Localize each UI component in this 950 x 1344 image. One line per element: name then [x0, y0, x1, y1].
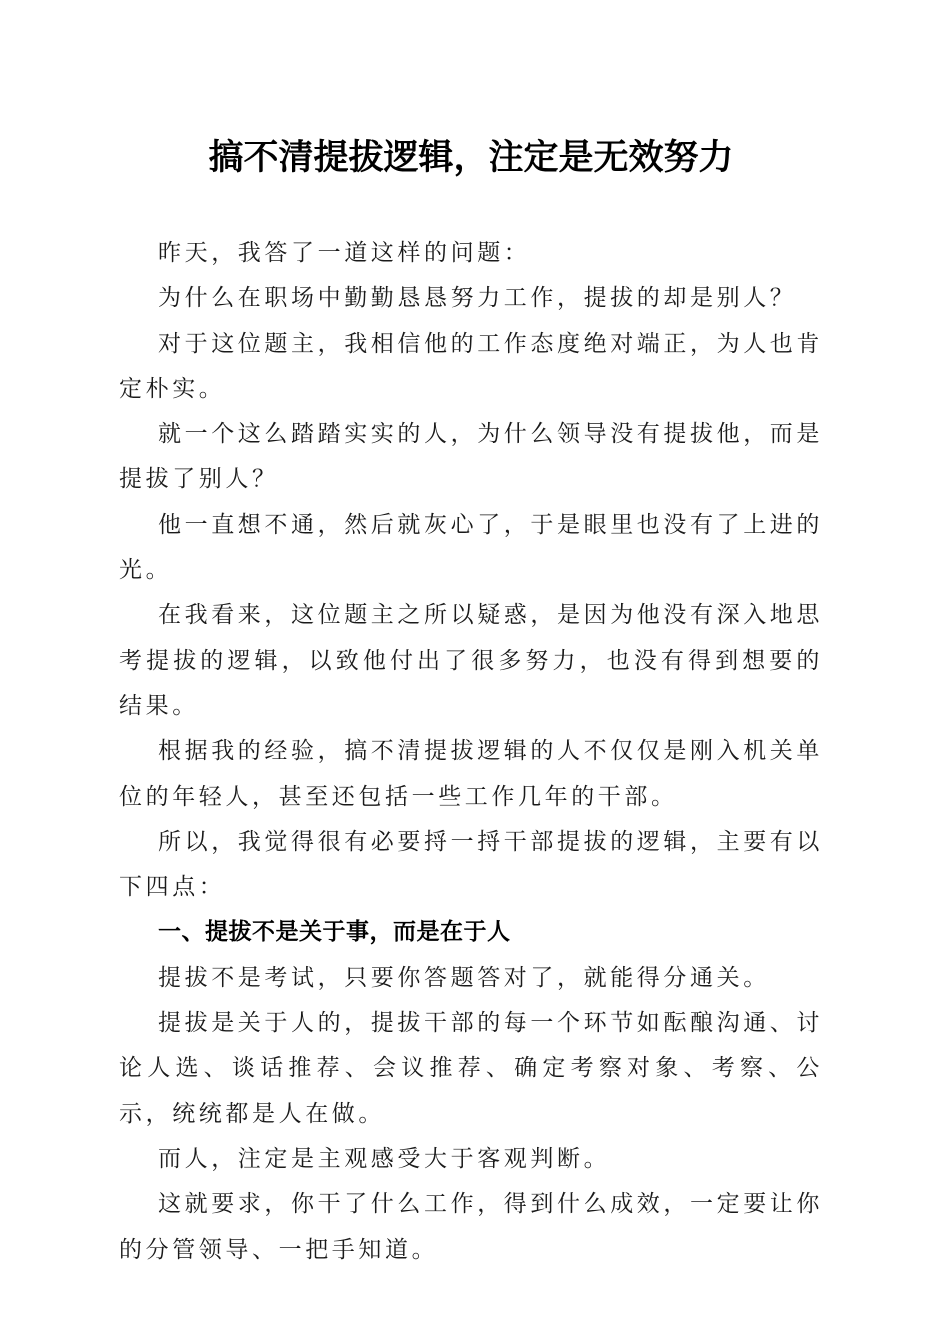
section-heading: 一、提拔不是关于事，而是在于人 — [158, 919, 511, 946]
paragraph: 所以，我觉得很有必要捋一捋干部提拔的逻辑，主要有以下四点： — [119, 828, 823, 901]
paragraph: 为什么在职场中勤勤恳恳努力工作，提拔的却是别人？ — [158, 285, 797, 312]
paragraph: 对于这位题主，我相信他的工作态度绝对端正，为人也肯定朴实。 — [119, 330, 823, 402]
paragraph: 这就要求，你干了什么工作，得到什么成效，一定要让你的分管领导、一把手知道。 — [119, 1191, 823, 1263]
document-title: 搞不清提拔逻辑，注定是无效努力 — [208, 137, 734, 178]
document-body — [119, 231, 823, 1273]
paragraph: 在我看来，这位题主之所以疑惑，是因为他没有深入地思考提拔的逻辑，以致他付出了很多努力，也没有得到想要的结果。 — [119, 602, 823, 719]
paragraph: 提拔是关于人的，提拔干部的每一个环节如酝酿沟通、讨论人选、谈话推荐、会议推荐、确定考察对象、考察、公示，统统都是人在做。 — [119, 1010, 823, 1127]
paragraph: 就一个这么踏踏实实的人，为什么领导没有提拔他，而是提拔了别人？ — [119, 421, 823, 493]
paragraph: 而人，注定是主观感受大于客观判断。 — [158, 1145, 611, 1172]
paragraph: 他一直想不通，然后就灰心了，于是眼里也没有了上进的光。 — [119, 511, 823, 584]
paragraph: 根据我的经验，搞不清提拔逻辑的人不仅仅是刚入机关单位的年轻人，甚至还包括一些工作几年的干部。 — [119, 738, 823, 810]
paragraph: 昨天，我答了一道这样的问题： — [158, 240, 531, 266]
paragraph: 提拔不是考试，只要你答题答对了，就能得分通关。 — [158, 964, 770, 991]
